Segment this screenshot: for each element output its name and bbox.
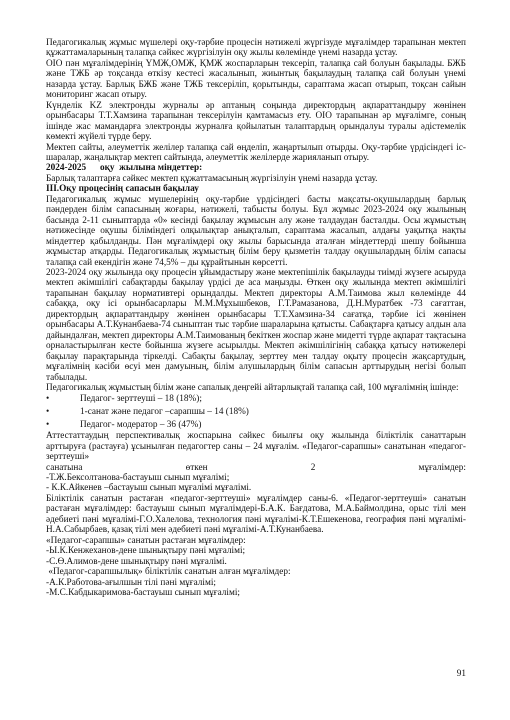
year-tasks-heading: 2024-2025 оқу жылына міндеттер: <box>46 163 203 174</box>
teacher-line: «Педагог-сарапшы» санатын растаған мұғалімдер: <box>46 535 246 546</box>
paragraph-oio-plans: ОІО пән мұғалімдерінің ҮМЖ,ОМЖ, ҚМЖ жоспарларын тексеріп, талапқа сай болуын бақылады. БЖБ және ТЖБ әр тоқсанда өткізу кестесі жасалынып, жиынтық бақылаудың талапқа сай болуын үнемі назарда ұстау. Барлық БЖБ және ТЖБ тексеріліп, қорытынды, сараптама жасап отырып, тоқсан сайын мониторинг жасап отыру. <box>46 58 466 101</box>
paragraph-qualification-confirmed: Біліктілік санатын растаған «педагог-зерттеуші» мұғалімдер саны-6. «Педагог-зерттеуші» санатын растаған мұғалімдер: бастауыш сынып мұғалімдері-Б.А.К. Бағдатова, М.А.Баймолдина, орыс тілі мен әдебиеті пәні мұғалімі-Г.О.Халелова, технология пәні мұғалімі-К.Т.Ешекенова, география пәні мұғалімі-Н.А.Сабырбаев, қазақ тілі мен әдебиеті пәні мұғалімі-А.Т.Кунанбаева. <box>46 493 466 536</box>
teacher-line: -М.С.Кабдыкаримова-бастауыш сынып мұғалімі; <box>46 587 240 598</box>
teacher-line: -Т.Ж.Бексолтанова-бастауыш сынып мұғалімі; <box>46 473 230 483</box>
spread-word: санатына <box>46 462 83 473</box>
section-heading: ІІІ.Оқу процесінің сапасын бақылау <box>46 184 199 195</box>
teacher-line: «Педагог-сарапшылық» біліктілік санатын алған мұғалімдер: <box>46 567 291 578</box>
teacher-line: -А.К.Работова-ағылшын тілі пәні мұғалімі; <box>46 577 216 588</box>
teacher-line: - К.К.Айкенев –бастауыш сынып мұғалімі мұғалімі. <box>46 483 252 494</box>
list-item: • Педагог- модератор – 36 (47%) <box>46 419 466 432</box>
paragraph-school-site: Мектеп сайты, әлеуметтік желілер талапқа сай өңделіп, жаңартылып отырды. Оқу-тәрбие үрдісіндегі іс-шаралар, жаңалықтар мектеп сайтында, әлеуметтік желілерде жарияланып отыру. <box>46 142 466 163</box>
list-item: • 1-санат және педагог –сарапшы – 14 (18%) <box>46 406 466 419</box>
teacher-line: -Ы.К.Кенжеханов-дене шынықтыру пәні мұғалімі; <box>46 546 246 557</box>
paragraph-staff-level: Педагогикалық жұмыстың білім және сапалық деңгейі айтарлықтай талапқа сай, 100 мұғалімнің ішінде: <box>46 382 459 393</box>
page-number: 91 <box>456 669 466 679</box>
teacher-line: -С.Ө.Алимов-дене шынықтыру пәні мұғалімі. <box>46 556 227 567</box>
paragraph-ejournal: Күнделік KZ электронды журналы әр аптаның соңында директордың ақпараттандыру жөнінен орынбасары Т.Т.Хамзина тарапынан тексерілуін қамтамасыз ету. ОІО тарапынан әр мұғалімге, соның ішінде жас мамандарға электронды журналға қойылатын талаптардың орындалуы туралы әдістемелік көмекті жүйелі түрде беру. <box>46 100 466 143</box>
paragraph-lesson-control: 2023-2024 оқу жылында оқу процесін ұйымдастыру және мектепішілік бақылауды тиімді жүзеге асыруда мектеп әкімшілігі сабақтарды бақылау үрдісі де аса маңызды. Өткен оқу жылында мектеп әкімшілігі тарапынан бақылау нормативтері орындалды. Мектеп директоры А.М.Таимова жыл көлемінде 44 сабаққа, оқу ісі орынбасарлары М.М.Мұхышбеков, Г.Т.Рамазанова, Д.Н.Муратбек -73 сағаттан, директордың ақпараттандыру жөнінен орынбасары Т.Т.Хамзина-34 сағатқа, тәрбие ісі жөнінен орынбасары А.Т.Кунанбаева-74 сыныптан тыс тәрбие шараларына қатысты. Сабақтарға қатысу алдын ала дайындалған, мектеп директоры А.М.Таимованың бекіткен жоспар және мидетті түрде ақпарат тақтасына орналастырылған кесте бойынша жүзеге асырылды. Мектеп әкімшілігінің сабаққа қатысу нәтижелері бақылау парақтарында тіркелді. Сабақты бақылау, зерттеу мен талдау оқыту процесін жақсартудың, мұғалімнің кәсіби өсуі мен дамуының, білім алушылардың білім сапасын арттырудың негізі болып табылады. <box>46 267 466 383</box>
spread-word: 2 <box>310 462 316 473</box>
paragraph-documentation: Педагогикалық жұмыс мүшелері оқу-тәрбие процесін нәтижелі жүргізуде мұғалімдер тарапынан мектеп құжаттамаларының талапқа сәйкес жүргізілуін оқу жылы көлемінде үнемі назарда ұстау. <box>46 38 466 59</box>
paragraph-attestation: Аттестаттаудың перспективалық жоспарына сәйкес биылғы оқу жылында біліктілік санаттарын арттыруға (растауға) ұсынылған педагогтер саны – 24 мұғалім. «Педагог-сарапшы» санатынан «педагог-зерттеуші» <box>46 431 466 463</box>
attestation-line-end <box>46 463 466 473</box>
year-task: Барлық талаптарға сәйкес мектеп құжаттамасының жүргізілуін үнемі назарда ұстау. <box>46 173 378 184</box>
spread-word: мұғалімдер: <box>418 462 466 473</box>
spread-word: өткен <box>185 462 208 473</box>
qualification-list <box>46 393 466 431</box>
paragraph-quality-goal: Педагогикалық жұмыс мүшелерінің оқу-тәрбие үрдісіндегі басты мақсаты-оқушылардың барлық пәндерден білім сапасының жоғары, нәтижелі, табысты болуы. Бұл жұмыс 2023-2024 оқу жылының басында 2-11 сыныптарда «0» кесінді бақылау жұмысын алу және талдаудан басталды. Осы жұмыстың нәтижесінде оқушы біліміндегі олқылықтар анықталып, сараптама жасалып, алдағы уақытқа нақты міндеттер қабылданды. Пән мұғалімдері оқу жылы барысында аталған міндеттерді шешу бойынша жұмыстар атқарды. Педагогикалық жұмыстың білім беру қызметін талдау оқушылардың білім сапасы талапқа сай екендігін және 74,5% – ды құрайтынын көрсетті. <box>46 194 466 268</box>
list-item: • Педагог- зерттеуші – 18 (18%); <box>46 393 466 406</box>
